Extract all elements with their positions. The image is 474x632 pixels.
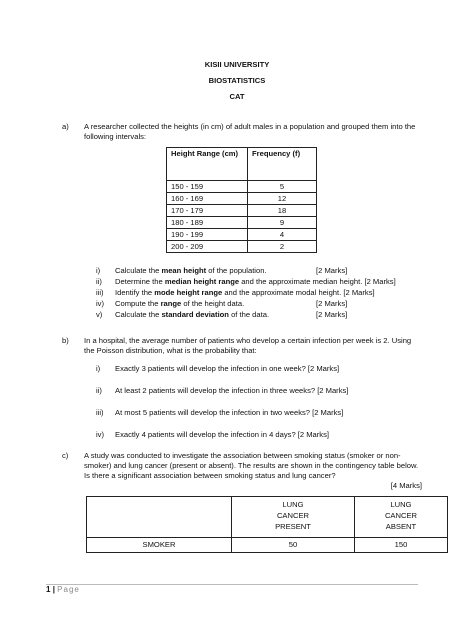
item-text: At least 2 patients will develop the infection in three weeks? [2 Marks] — [115, 386, 349, 395]
item-text: At most 5 patients will develop the infection in two weeks? [2 Marks] — [115, 408, 344, 417]
table-cell: 50 — [232, 538, 355, 553]
question-c-marks: [4 Marks] — [390, 480, 422, 490]
exam-type: CAT — [229, 92, 245, 101]
footer-separator: | — [52, 585, 55, 594]
item-number: iv) — [96, 430, 105, 439]
header-line: LUNG — [282, 500, 304, 509]
col-header-height-range: Height Range (cm) — [167, 148, 248, 181]
item-number: i) — [96, 364, 101, 373]
item-text: of the data. — [228, 310, 270, 319]
item-marks: [2 Marks] — [364, 277, 396, 286]
item-bold-term: standard deviation — [161, 310, 229, 319]
table-cell: 190 - 199 — [167, 229, 248, 241]
page-word: Page — [57, 585, 80, 594]
table-cell: 12 — [248, 193, 317, 205]
table-cell: 170 - 179 — [167, 205, 248, 217]
item-marks: [2 Marks] — [316, 266, 348, 275]
item-text: and the approximate median height. — [239, 277, 363, 286]
course-name: BIOSTATISTICS — [208, 76, 266, 85]
table-row — [87, 538, 448, 553]
item-text: Exactly 3 patients will develop the infection in one week? [2 Marks] — [115, 364, 340, 373]
item-marks: [2 Marks] — [343, 288, 375, 297]
document-header — [0, 57, 474, 105]
col-header-lung-cancer-present — [232, 497, 355, 538]
table-cell: 5 — [248, 181, 317, 193]
item-text: of the height data. — [181, 299, 245, 308]
item-marks: [2 Marks] — [316, 310, 348, 319]
table-cell: 200 - 209 — [167, 241, 248, 253]
header-line: ABSENT — [385, 522, 417, 531]
item-number: ii) — [96, 386, 102, 395]
item-number: v) — [96, 310, 103, 319]
table-row — [167, 241, 317, 253]
header-line: LUNG — [390, 500, 412, 509]
question-b-text: In a hospital, the average number of patients who develop a certain infection per week is 2. Using the Poisson distribution, what is the probability that: — [84, 336, 412, 355]
item-text: Compute the — [115, 299, 161, 308]
table-row — [167, 181, 317, 193]
table-header-row — [167, 148, 317, 181]
question-a-label: a) — [62, 122, 69, 131]
item-text: Determine the — [115, 277, 165, 286]
item-bold-term: range — [160, 299, 182, 308]
question-c-label: c) — [62, 451, 69, 460]
table-cell: 180 - 189 — [167, 217, 248, 229]
header-line: PRESENT — [275, 522, 311, 531]
col-header-lung-cancer-absent — [355, 497, 448, 538]
question-a — [62, 122, 422, 142]
row-label-smoker: SMOKER — [87, 538, 232, 553]
header-line: CANCER — [276, 511, 310, 520]
height-frequency-table — [166, 147, 317, 253]
question-b-label: b) — [62, 336, 69, 345]
item-text: Identify the — [115, 288, 155, 297]
table-row — [167, 229, 317, 241]
footer-divider — [46, 584, 418, 585]
page-number: 1 — [46, 585, 51, 594]
item-text: Calculate the — [115, 310, 162, 319]
table-cell: 9 — [248, 217, 317, 229]
item-number: iii) — [96, 408, 104, 417]
item-text: and the approximate modal height. — [222, 288, 342, 297]
table-row — [167, 205, 317, 217]
table-cell: 18 — [248, 205, 317, 217]
item-text: Calculate the — [115, 266, 162, 275]
item-bold-term: mean height — [161, 266, 207, 275]
table-cell: 150 — [355, 538, 448, 553]
item-number: iv) — [96, 299, 105, 308]
col-header-frequency: Frequency (f) — [248, 148, 317, 181]
header-line: CANCER — [384, 511, 418, 520]
university-name: KISII UNIVERSITY — [204, 60, 270, 69]
item-bold-term: median height range — [164, 277, 240, 286]
table-cell: 150 - 159 — [167, 181, 248, 193]
table-cell: 160 - 169 — [167, 193, 248, 205]
item-number: iii) — [96, 288, 104, 297]
item-text: Exactly 4 patients will develop the infection in 4 days? [2 Marks] — [115, 430, 330, 439]
question-c-text: A study was conducted to investigate the association between smoking status (smoker or non-smoker) and lung cancer (present or absent). The results are shown in the contingency table below. Is there a significant association between smoking status and lung cancer? — [84, 451, 419, 480]
page-footer — [46, 585, 80, 595]
item-number: i) — [96, 266, 101, 275]
table-cell: 4 — [248, 229, 317, 241]
contingency-table — [86, 496, 448, 553]
item-marks: [2 Marks] — [316, 299, 348, 308]
table-row — [167, 217, 317, 229]
item-text: of the population. — [206, 266, 267, 275]
table-row — [167, 193, 317, 205]
question-c — [62, 451, 422, 490]
question-b — [62, 336, 422, 356]
item-number: ii) — [96, 277, 102, 286]
table-cell-empty — [87, 497, 232, 538]
question-a-text: A researcher collected the heights (in cm) of adult males in a population and grouped them into the following intervals: — [84, 122, 416, 141]
table-header-row — [87, 497, 448, 538]
item-bold-term: mode height range — [154, 288, 223, 297]
table-cell: 2 — [248, 241, 317, 253]
